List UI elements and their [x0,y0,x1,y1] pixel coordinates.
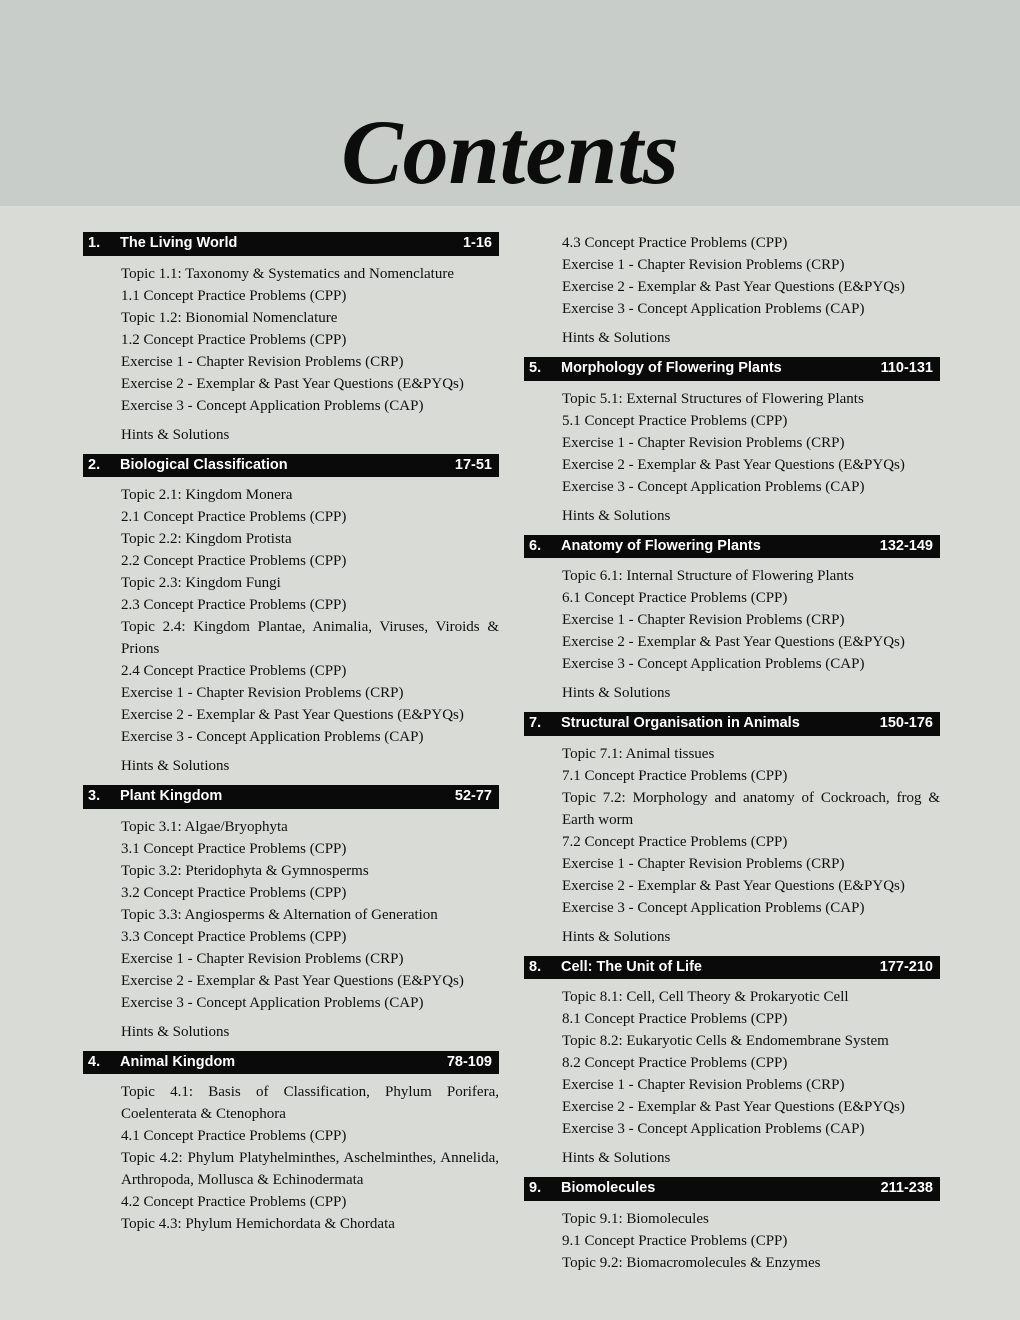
chapter-header-bar [83,1051,499,1075]
toc-item-list [524,986,940,1169]
toc-item: Exercise 3 - Concept Application Problems (CAP) [121,994,424,1011]
toc-item: Topic 7.2: Morphology and anatomy of Cockroach, frog & Earth worm [562,789,940,828]
chapter-title: Plant Kingdom [120,788,223,804]
toc-item: Topic 4.1: Basis of Classification, Phylum Porifera, Coelenterata & Ctenophora [121,1084,499,1122]
toc-item: Exercise 1 - Chapter Revision Problems (CRP) [121,685,404,701]
toc-item: 4.2 Concept Practice Problems (CPP) [121,1194,347,1210]
toc-item: 9.1 Concept Practice Problems (CPP) [562,1232,788,1249]
chapter-header-bar [524,712,940,736]
toc-item-list [524,232,940,349]
toc-item: Topic 1.1: Taxonomy & Systematics and Nomenclature [121,265,454,282]
chapter-section [524,712,940,948]
chapter-section [524,1177,940,1274]
toc-item-list [83,484,499,777]
toc-item: Exercise 3 - Concept Application Problems (CAP) [562,478,865,495]
toc-item: Exercise 1 - Chapter Revision Problems (CRP) [562,434,845,451]
toc-column-left [83,232,499,1282]
toc-item: Exercise 3 - Concept Application Problems (CAP) [562,899,865,916]
toc-item: Hints & Solutions [562,1150,671,1166]
chapter-number: 9. [529,1180,542,1196]
chapter-number: 7. [529,715,542,731]
toc-item: 4.1 Concept Practice Problems (CPP) [121,1128,347,1144]
toc-item: Exercise 1 - Chapter Revision Problems (CRP) [562,855,845,872]
toc-item: 1.2 Concept Practice Problems (CPP) [121,331,347,348]
toc-item: Exercise 1 - Chapter Revision Problems (CRP) [562,612,845,628]
chapter-page-range: 211-238 [880,1180,933,1196]
toc-item: 1.1 Concept Practice Problems (CPP) [121,287,347,304]
chapter-title: Cell: The Unit of Life [561,958,702,975]
toc-item: 8.2 Concept Practice Problems (CPP) [562,1055,788,1071]
toc-item: Topic 4.2: Phylum Platyhelminthes, Aschelminthes, Annelida, Arthropoda, Mollusca & Echinodermata [121,1150,499,1188]
toc-item: 2.1 Concept Practice Problems (CPP) [121,509,347,525]
toc-item: 2.2 Concept Practice Problems (CPP) [121,553,347,569]
toc-item: 6.1 Concept Practice Problems (CPP) [562,590,788,606]
toc-item: Hints & Solutions [121,758,230,774]
toc-columns [0,206,1020,1282]
chapter-title: Biomolecules [561,1180,656,1196]
toc-item: Exercise 2 - Exemplar & Past Year Questions (E&PYQs) [562,456,905,473]
chapter-header-bar [524,1177,940,1201]
toc-item: Exercise 3 - Concept Application Problems (CAP) [121,729,424,745]
toc-item: 3.1 Concept Practice Problems (CPP) [121,840,347,857]
toc-item: Hints & Solutions [121,426,230,443]
chapter-title: Structural Organisation in Animals [561,715,800,731]
chapter-section [524,535,940,705]
toc-item: Topic 3.1: Algae/Bryophyta [121,818,288,835]
toc-item: 5.1 Concept Practice Problems (CPP) [562,412,788,429]
toc-item: Exercise 3 - Concept Application Problems (CAP) [121,397,424,414]
page-title: Contents [341,100,679,203]
toc-item-list [524,565,940,704]
toc-item: Topic 3.3: Angiosperms & Alternation of Generation [121,906,438,923]
toc-item: Exercise 1 - Chapter Revision Problems (CRP) [562,257,845,273]
toc-item: Topic 1.2: Bionomial Nomenclature [121,309,338,326]
chapter-title: The Living World [120,235,238,251]
toc-item: Topic 2.2: Kingdom Protista [121,531,292,547]
toc-item: Topic 2.1: Kingdom Monera [121,487,293,503]
toc-item: Topic 7.1: Animal tissues [562,745,715,762]
toc-item: Topic 3.2: Pteridophyta & Gymnosperms [121,862,369,879]
chapter-section [524,956,940,1170]
chapter-page-range: 78-109 [446,1053,492,1070]
toc-item: Exercise 2 - Exemplar & Past Year Questions (E&PYQs) [562,877,905,894]
chapter-number: 1. [88,235,101,251]
toc-item: Exercise 2 - Exemplar & Past Year Questions (E&PYQs) [562,279,905,295]
toc-item: 3.2 Concept Practice Problems (CPP) [121,884,347,901]
toc-item-list [524,1208,940,1274]
chapter-number: 6. [529,537,542,554]
chapter-header-bar [524,357,940,381]
chapter-page-range: 132-149 [879,537,933,554]
chapter-page-range: 17-51 [454,456,492,473]
chapter-title: Animal Kingdom [120,1053,236,1070]
toc-item: Hints & Solutions [562,685,671,701]
toc-item: Exercise 2 - Exemplar & Past Year Questions (E&PYQs) [121,972,464,989]
toc-item: 7.2 Concept Practice Problems (CPP) [562,833,788,850]
toc-item: 2.4 Concept Practice Problems (CPP) [121,663,347,679]
toc-item-list [83,263,499,446]
chapter-number: 2. [88,456,101,473]
toc-item: Topic 5.1: External Structures of Flowering Plants [562,390,864,407]
toc-item: 4.3 Concept Practice Problems (CPP) [562,235,788,251]
toc-item: Exercise 1 - Chapter Revision Problems (CRP) [121,950,404,967]
toc-item: Exercise 2 - Exemplar & Past Year Questions (E&PYQs) [121,375,464,392]
chapter-number: 3. [88,788,101,804]
chapter-page-range: 110-131 [880,360,933,376]
toc-item: Hints & Solutions [562,928,671,945]
chapter-section [524,232,940,349]
chapter-section [524,357,940,527]
chapter-header-bar [524,535,940,559]
toc-item: Exercise 3 - Concept Application Problems (CAP) [562,301,865,317]
toc-item: Topic 4.3: Phylum Hemichordata & Chordata [121,1216,395,1232]
toc-item: 7.1 Concept Practice Problems (CPP) [562,767,788,784]
chapter-page-range: 150-176 [879,715,933,731]
toc-column-right [524,232,940,1282]
toc-item: Exercise 2 - Exemplar & Past Year Questions (E&PYQs) [562,1099,905,1115]
toc-item: Topic 9.1: Biomolecules [562,1210,709,1227]
chapter-header-bar [524,956,940,980]
chapter-header-bar [83,785,499,809]
chapter-page-range: 177-210 [879,958,933,975]
chapter-title: Morphology of Flowering Plants [561,360,782,376]
toc-item: 8.1 Concept Practice Problems (CPP) [562,1011,788,1027]
toc-item: Exercise 1 - Chapter Revision Problems (CRP) [562,1077,845,1093]
toc-item: Topic 8.1: Cell, Cell Theory & Prokaryotic Cell [562,989,849,1005]
toc-item: 3.3 Concept Practice Problems (CPP) [121,928,347,945]
toc-item-list [524,388,940,527]
chapter-section [83,1051,499,1236]
toc-item: Exercise 2 - Exemplar & Past Year Questions (E&PYQs) [121,707,464,723]
toc-item-list [524,743,940,948]
toc-item: Topic 2.3: Kingdom Fungi [121,575,281,591]
chapter-title: Biological Classification [120,456,288,473]
toc-item-list [83,1081,499,1235]
toc-item: Exercise 3 - Concept Application Problems (CAP) [562,1121,865,1137]
page-header-band [0,0,1020,206]
toc-item: Topic 2.4: Kingdom Plantae, Animalia, Viruses, Viroids & Prions [121,619,499,657]
toc-item: Hints & Solutions [562,330,671,346]
chapter-number: 5. [529,360,542,376]
toc-item: Exercise 3 - Concept Application Problems (CAP) [562,656,865,672]
toc-item: Exercise 2 - Exemplar & Past Year Questions (E&PYQs) [562,634,905,650]
chapter-number: 8. [529,958,542,975]
toc-item: Hints & Solutions [121,1023,230,1040]
chapter-section [83,785,499,1043]
chapter-page-range: 52-77 [454,788,492,804]
toc-item-list [83,816,499,1043]
toc-item: Topic 9.2: Biomacromolecules & Enzymes [562,1254,821,1271]
chapter-title: Anatomy of Flowering Plants [561,537,761,554]
chapter-section [83,454,499,778]
chapter-number: 4. [88,1053,101,1070]
chapter-section [83,232,499,446]
toc-item: Hints & Solutions [562,507,671,524]
chapter-header-bar [83,454,499,478]
toc-item: 2.3 Concept Practice Problems (CPP) [121,597,347,613]
toc-item: Exercise 1 - Chapter Revision Problems (CRP) [121,353,404,370]
toc-item: Topic 8.2: Eukaryotic Cells & Endomembrane System [562,1033,889,1049]
toc-item: Topic 6.1: Internal Structure of Flowering Plants [562,568,854,584]
chapter-header-bar [83,232,499,256]
chapter-page-range: 1-16 [462,235,492,251]
